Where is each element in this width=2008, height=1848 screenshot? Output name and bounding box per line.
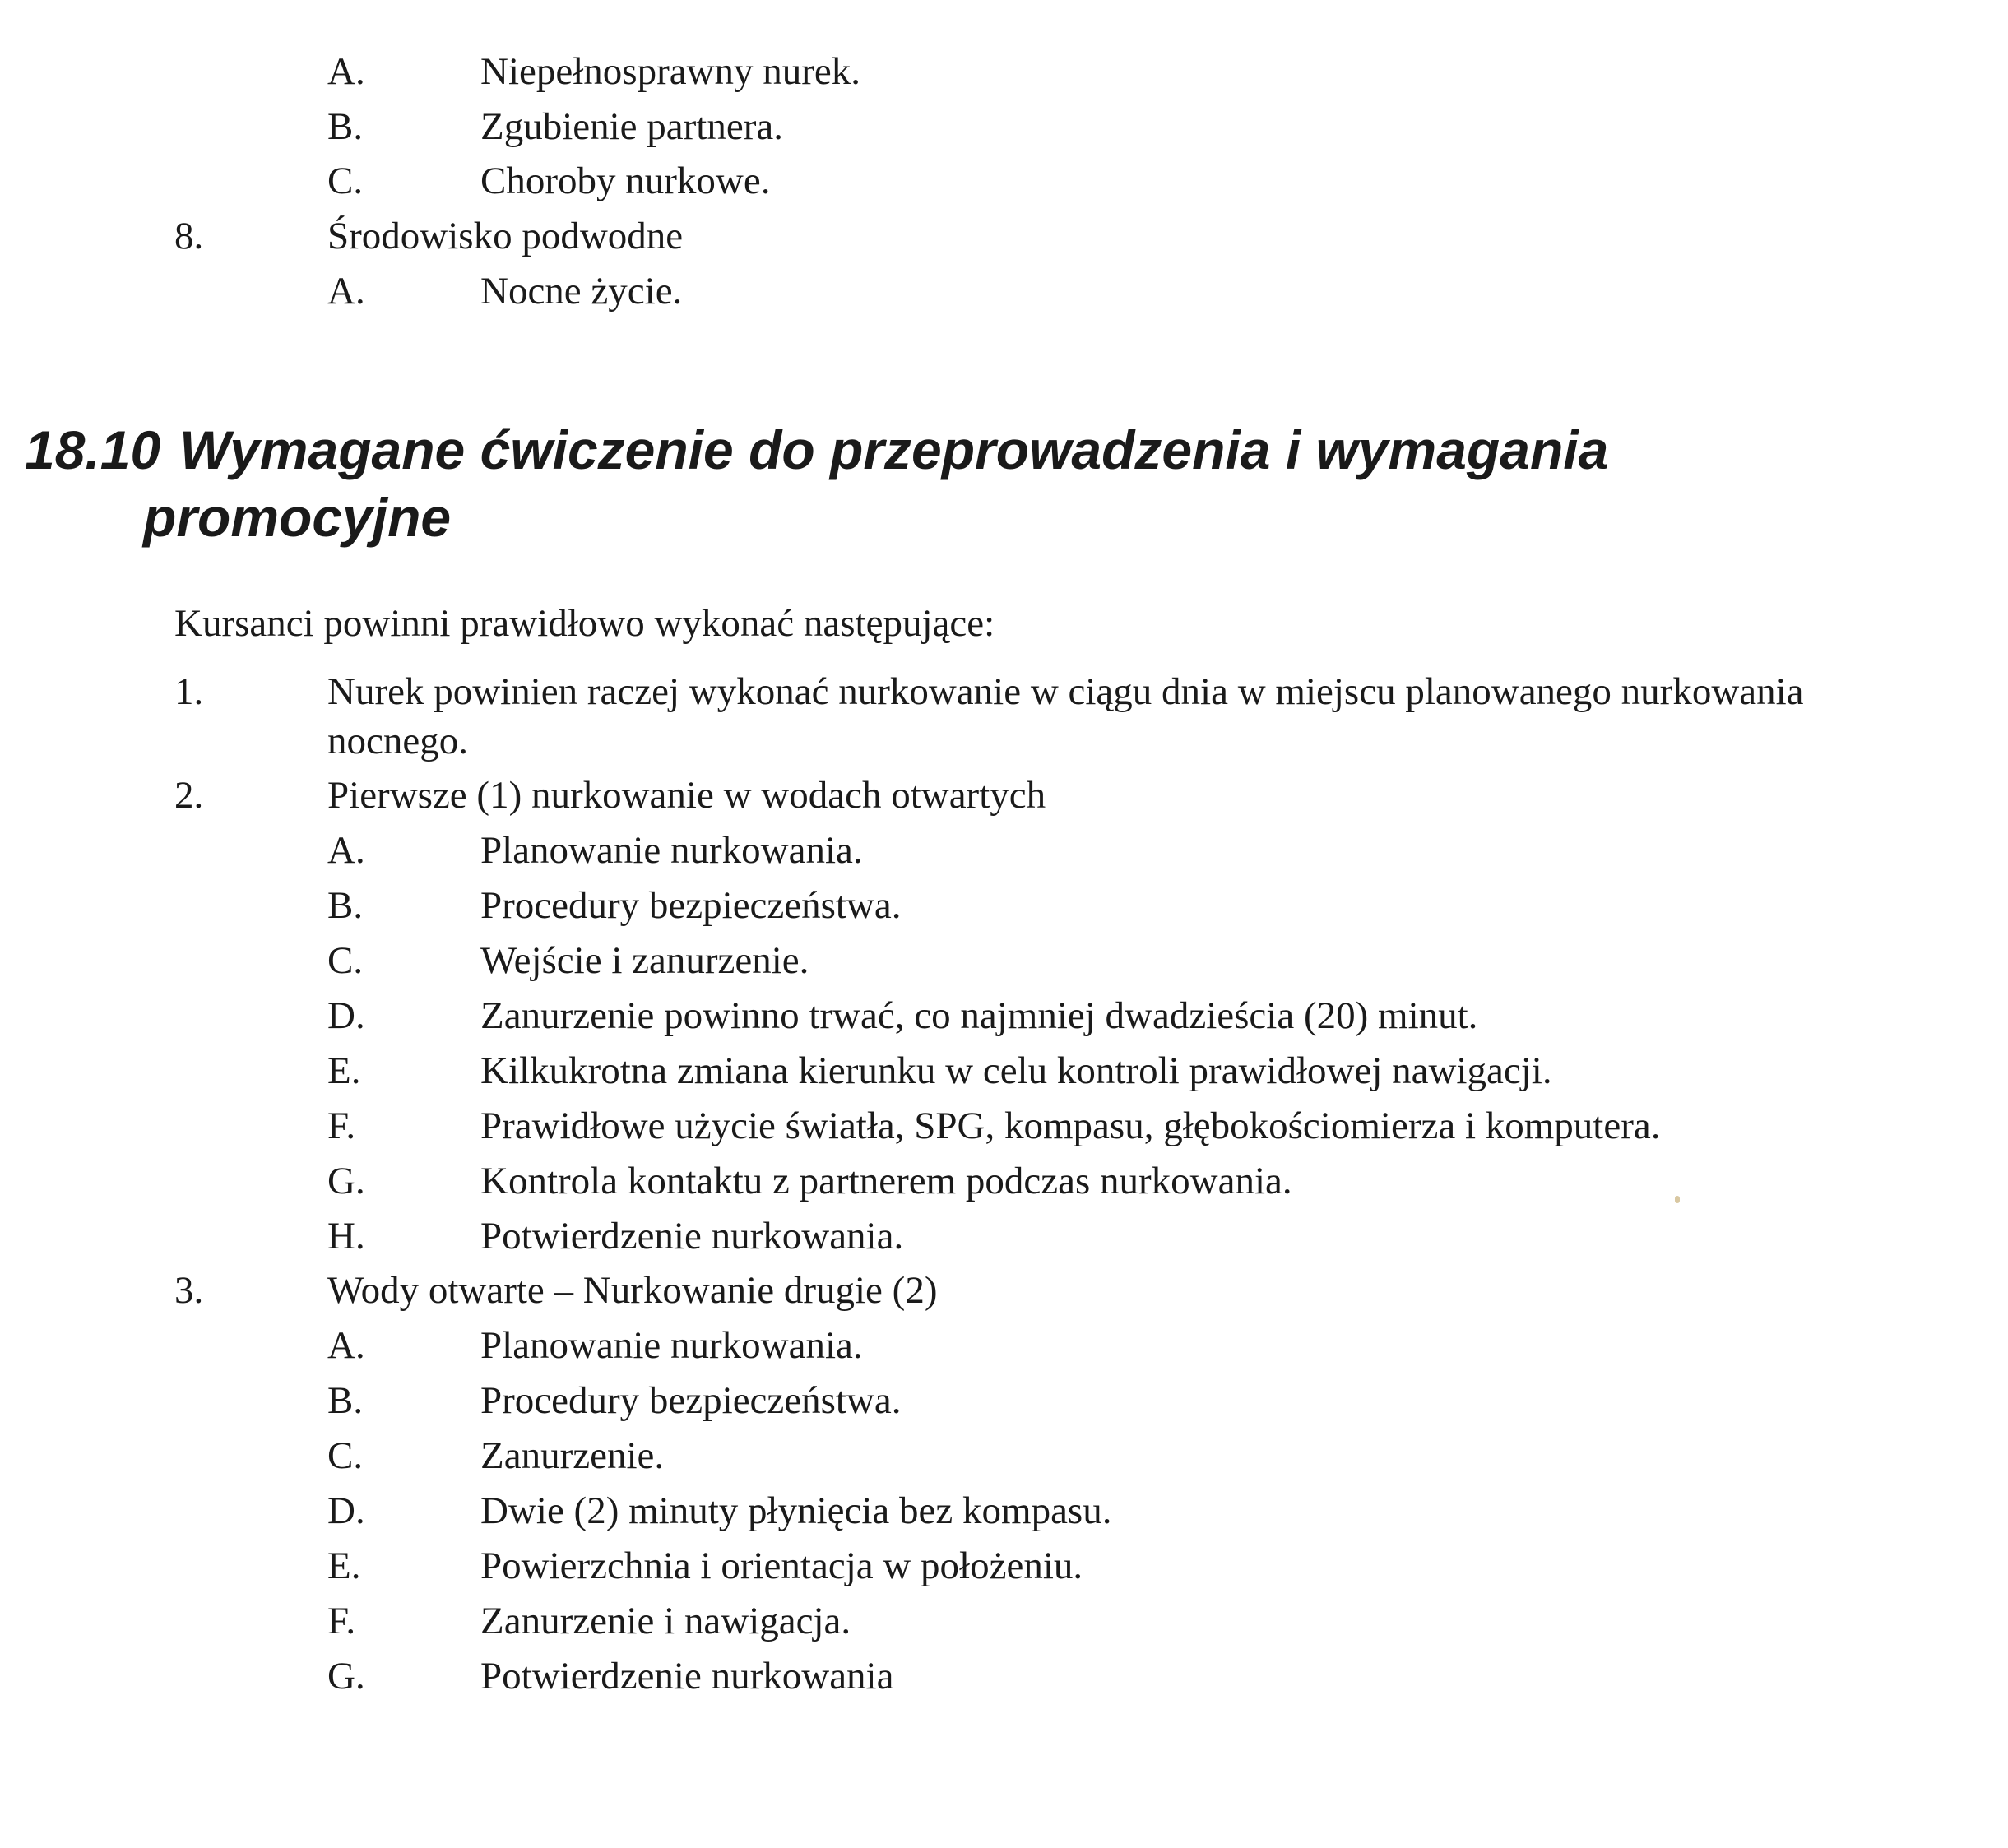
list-letter: F. — [327, 1105, 356, 1147]
list-item-text: Procedury bezpieczeństwa. — [480, 1379, 902, 1422]
list-item-text: Zanurzenie i nawigacja. — [480, 1600, 851, 1642]
list-item-text: Potwierdzenie nurkowania — [480, 1655, 894, 1697]
list-item-text: Wejście i zanurzenie. — [480, 939, 809, 982]
list-item-text: Zgubienie partnera. — [480, 105, 783, 148]
list-item-title: Pierwsze (1) nurkowanie w wodach otwartych — [327, 774, 1046, 817]
list-letter: A. — [327, 1324, 365, 1367]
list-letter: G. — [327, 1160, 365, 1202]
list-letter: D. — [327, 1489, 365, 1532]
scan-speck — [1675, 1196, 1680, 1203]
list-letter: B. — [327, 1379, 364, 1422]
list-item-text-continued: nocnego. — [327, 720, 468, 762]
list-number: 3. — [174, 1269, 204, 1312]
list-letter: B. — [327, 884, 364, 927]
list-number: 2. — [174, 774, 204, 817]
list-item-text: Kilkukrotna zmiana kierunku w celu kontroli prawidłowej nawigacji. — [480, 1049, 1552, 1092]
list-item-text: Zanurzenie. — [480, 1434, 665, 1477]
list-letter: A. — [327, 50, 365, 93]
list-letter: E. — [327, 1545, 361, 1587]
list-item-text: Prawidłowe użycie światła, SPG, kompasu, głębokościomierza i komputera. — [480, 1105, 1661, 1147]
list-item-text: Nurek powinien raczej wykonać nurkowanie w ciągu dnia w miejscu planowanego nurkowania — [327, 670, 1804, 713]
list-item-text: Powierzchnia i orientacja w położeniu. — [480, 1545, 1083, 1587]
list-item-text: Nocne życie. — [480, 270, 683, 313]
list-letter: C. — [327, 160, 364, 202]
list-item-text: Procedury bezpieczeństwa. — [480, 884, 902, 927]
list-letter: G. — [327, 1655, 365, 1697]
list-letter: A. — [327, 270, 365, 313]
section-number: 18.10 — [25, 419, 161, 480]
list-item-text: Zanurzenie powinno trwać, co najmniej dwadzieścia (20) minut. — [480, 994, 1478, 1037]
list-item-text: Niepełnosprawny nurek. — [480, 50, 861, 93]
list-number: 8. — [174, 215, 204, 257]
list-letter: B. — [327, 105, 364, 148]
list-letter: C. — [327, 939, 364, 982]
list-letter: D. — [327, 994, 365, 1037]
list-letter: C. — [327, 1434, 364, 1477]
list-number: 1. — [174, 670, 204, 713]
intro-paragraph: Kursanci powinni prawidłowo wykonać następujące: — [174, 602, 995, 645]
list-item-text: Choroby nurkowe. — [480, 160, 771, 202]
list-item-text: Planowanie nurkowania. — [480, 829, 863, 872]
list-letter: H. — [327, 1215, 365, 1257]
list-letter: F. — [327, 1600, 356, 1642]
list-letter: E. — [327, 1049, 361, 1092]
list-item-text: Kontrola kontaktu z partnerem podczas nurkowania. — [480, 1160, 1292, 1202]
list-item-text: Planowanie nurkowania. — [480, 1324, 863, 1367]
list-item-text: Potwierdzenie nurkowania. — [480, 1215, 904, 1257]
list-item-title: Środowisko podwodne — [327, 215, 684, 257]
section-title-line1: Wymagane ćwiczenie do przeprowadzenia i wymagania — [179, 419, 1609, 480]
list-item-text: Dwie (2) minuty płynięcia bez kompasu. — [480, 1489, 1112, 1532]
list-letter: A. — [327, 829, 365, 872]
section-title-line2: promocyjne — [143, 487, 452, 548]
list-item-title: Wody otwarte – Nurkowanie drugie (2) — [327, 1269, 938, 1312]
